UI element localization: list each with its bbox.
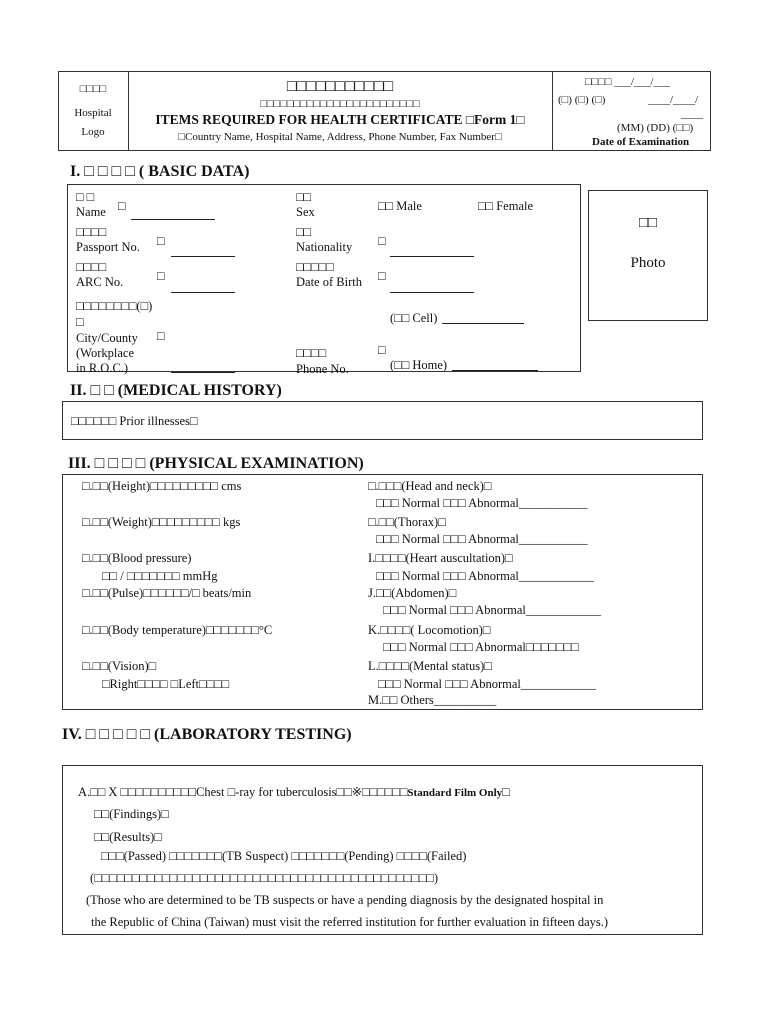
- phone-label: Phone No.: [296, 362, 349, 376]
- passport-label: Passport No.: [76, 240, 140, 254]
- abdomen-item: J.□□(Abdomen)□: [368, 586, 457, 600]
- head-neck-item: □.□□□(Head and neck)□: [368, 479, 492, 493]
- prior-illnesses-label: □□□□□□ Prior illnesses□: [71, 414, 198, 428]
- arc-label: ARC No.: [76, 275, 124, 289]
- name-label: Name: [76, 205, 106, 219]
- name-label-cjk: □ □: [76, 190, 95, 204]
- dob-label-cjk: □□□□□: [296, 260, 334, 274]
- home-phone-label: (□□ Home): [390, 358, 448, 372]
- cell-phone-field[interactable]: [442, 311, 524, 324]
- passport-colon: □: [157, 234, 165, 248]
- tb-note-line-2: the Republic of China (Taiwan) must visit the referred institution for further evaluation in fifteen days.): [91, 915, 609, 929]
- form-title-cjk: □□□□□□□□□□□: [286, 78, 394, 95]
- mental-status-item: L.□□□□(Mental status)□: [368, 659, 492, 673]
- sex-label: Sex: [296, 205, 315, 219]
- form-number: □Form 1□: [465, 112, 525, 127]
- exam-date-cjk: □□□□ ___/___/___: [585, 76, 670, 88]
- sex-male-option[interactable]: □□ Male: [378, 199, 422, 213]
- exam-date-label: Date of Examination: [592, 136, 690, 148]
- locomotion-item: K.□□□□( Locomotion)□: [368, 623, 491, 637]
- nationality-label: Nationality: [296, 240, 353, 254]
- photo-label: Photo: [630, 255, 666, 271]
- standard-film-note: Standard Film Only: [407, 787, 503, 799]
- chest-xray-text: A.□□ X □□□□□□□□□□Chest □-ray for tuberculosis□□※□□□□□□: [78, 785, 408, 799]
- exam-date-blank-2: ____: [681, 108, 703, 120]
- home-phone-field[interactable]: [452, 358, 538, 371]
- cell-phone-label: (□□ Cell): [390, 311, 438, 325]
- exam-date-format: (MM) (DD) (□□): [617, 122, 694, 134]
- results-label: □□(Results)□: [94, 830, 162, 844]
- form-subtitle-cjk: □□□□□□□□□□□□□□□□□□□□□□□□: [260, 98, 420, 110]
- temperature-item: □.□□(Body temperature)□□□□□□□°C: [82, 623, 273, 637]
- passport-label-cjk: □□□□: [76, 225, 107, 239]
- medical-history-heading: II. □ □ (MEDICAL HISTORY): [70, 382, 282, 399]
- tb-note-line-1: (Those who are determined to be TB suspects or have a pending diagnosis by the designated hospital in: [86, 893, 604, 907]
- lab-testing-heading: IV. □ □ □ □ □ (LABORATORY TESTING): [62, 726, 352, 743]
- standard-film-end: □: [502, 785, 510, 799]
- heart-item: I.□□□□(Heart auscultation)□: [368, 551, 513, 565]
- nationality-colon: □: [378, 234, 386, 248]
- mental-status-options[interactable]: □□□ Normal □□□ Abnormal____________: [378, 677, 596, 691]
- findings-label: □□(Findings)□: [94, 807, 169, 821]
- phone-label-cjk: □□□□: [296, 346, 327, 360]
- thorax-options[interactable]: □□□ Normal □□□ Abnormal___________: [376, 532, 588, 546]
- sex-label-cjk: □□: [296, 190, 312, 204]
- thorax-item: □.□□(Thorax)□: [368, 515, 446, 529]
- others-item: M.□□ Others__________: [368, 693, 497, 707]
- nationality-field[interactable]: [390, 244, 474, 257]
- header-divider-right: [552, 71, 553, 151]
- name-field[interactable]: [131, 207, 215, 220]
- nationality-label-cjk: □□: [296, 225, 312, 239]
- weight-item: □.□□(Weight)□□□□□□□□□ kgs: [82, 515, 241, 529]
- blood-pressure-item: □.□□(Blood pressure): [82, 551, 192, 565]
- photo-label-cjk: □□: [638, 215, 658, 231]
- city-label-3: in R.O.C.): [76, 361, 129, 375]
- arc-field[interactable]: [171, 280, 235, 293]
- city-label: City/County: [76, 331, 138, 345]
- hospital-logo-label: Hospital: [74, 107, 112, 119]
- exam-date-units: (□) (□) (□): [558, 94, 606, 106]
- phone-colon: □: [378, 343, 386, 357]
- hospital-info-line: □Country Name, Hospital Name, Address, Phone Number, Fax Number□: [178, 131, 502, 143]
- blood-pressure-values: □□ / □□□□□□□ mmHg: [102, 569, 218, 583]
- basic-data-heading: I. □ □ □ □ ( BASIC DATA): [70, 163, 250, 180]
- sex-female-option[interactable]: □□ Female: [478, 199, 534, 213]
- form-title: [128, 112, 552, 128]
- passport-field[interactable]: [171, 244, 235, 257]
- physical-exam-heading: III. □ □ □ □ (PHYSICAL EXAMINATION): [68, 455, 364, 472]
- vision-values: □Right□□□□ □Left□□□□: [102, 677, 230, 691]
- heart-options[interactable]: □□□ Normal □□□ Abnormal____________: [376, 569, 594, 583]
- city-label-2: (Workplace: [76, 346, 134, 360]
- dob-field[interactable]: [390, 280, 474, 293]
- hospital-logo-cjk: □□□□: [79, 83, 107, 95]
- hospital-logo-label-2: Logo: [81, 126, 105, 138]
- city-colon: □: [157, 329, 165, 343]
- city-label-cjk: □□□□□□□□(□): [76, 299, 153, 313]
- arc-colon: □: [157, 269, 165, 283]
- result-options[interactable]: □□□(Passed) □□□□□□□(TB Suspect) □□□□□□□(Pending) □□□□(Failed): [101, 849, 467, 863]
- head-neck-options[interactable]: □□□ Normal □□□ Abnormal___________: [376, 496, 588, 510]
- city-field[interactable]: [171, 360, 235, 373]
- tb-note-cjk: (□□□□□□□□□□□□□□□□□□□□□□□□□□□□□□□□□□□□□□□□□□□□□): [90, 871, 439, 885]
- locomotion-options[interactable]: □□□ Normal □□□ Abnormal□□□□□□□: [383, 640, 579, 654]
- chest-xray-item: [78, 784, 510, 800]
- abdomen-options[interactable]: □□□ Normal □□□ Abnormal____________: [383, 603, 601, 617]
- dob-colon: □: [378, 269, 386, 283]
- arc-label-cjk: □□□□: [76, 260, 107, 274]
- pulse-item: □.□□(Pulse)□□□□□□/□ beats/min: [82, 586, 252, 600]
- city-label-cjk-2: □: [76, 315, 84, 329]
- vision-item: □.□□(Vision)□: [82, 659, 157, 673]
- dob-label: Date of Birth: [296, 275, 362, 289]
- height-item: □.□□(Height)□□□□□□□□□ cms: [82, 479, 242, 493]
- name-colon: □: [118, 199, 126, 213]
- exam-date-blank: ____/____/: [648, 94, 699, 106]
- form-title-text: ITEMS REQUIRED FOR HEALTH CERTIFICATE: [155, 112, 463, 127]
